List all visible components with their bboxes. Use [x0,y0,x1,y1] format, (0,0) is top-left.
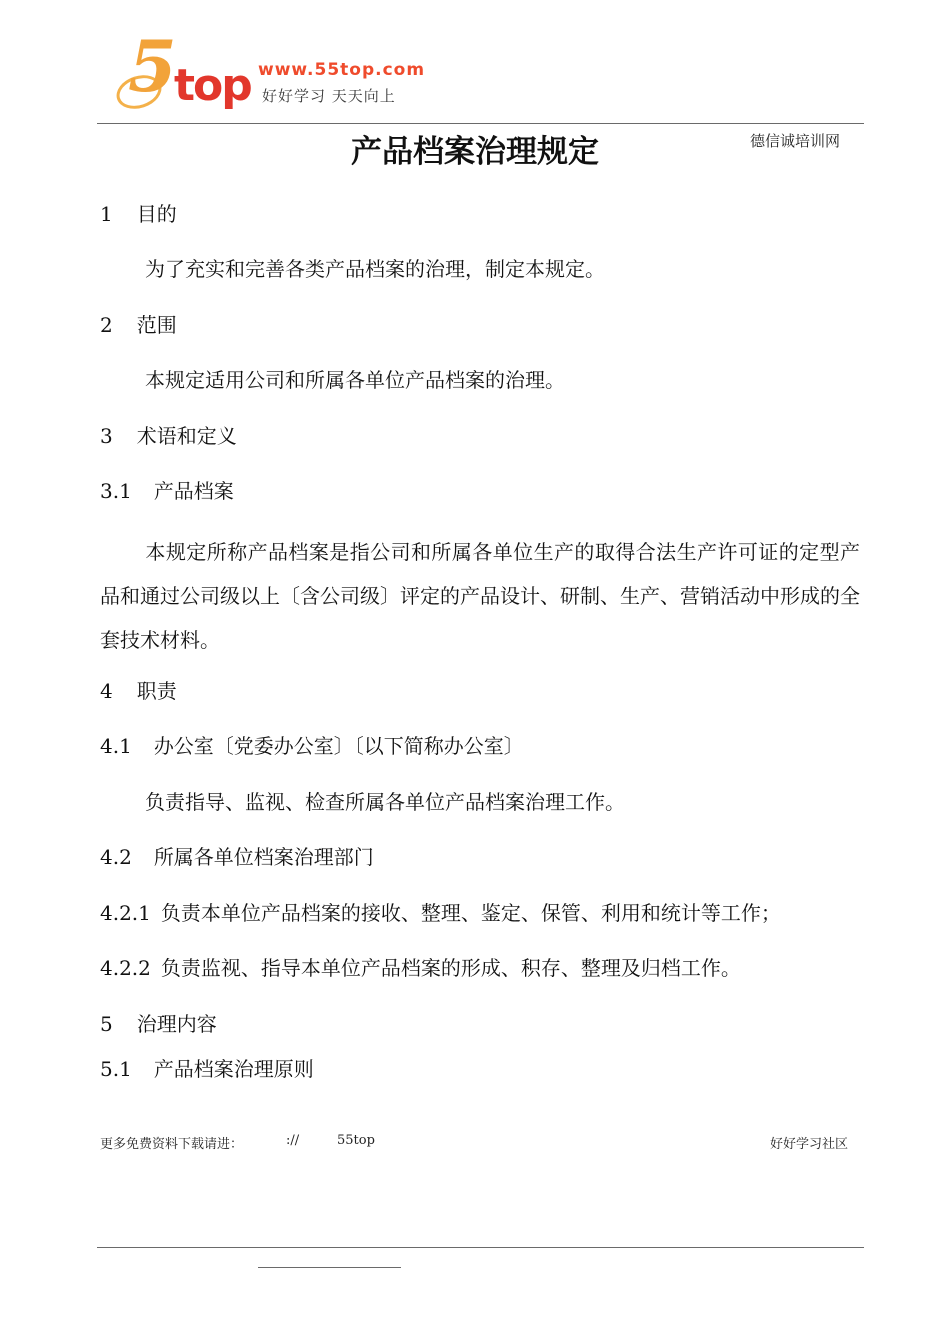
section-number: 5 [100,1012,113,1036]
logo-slogan: 好好学习 天天向上 [262,87,396,105]
section-number: 1 [100,202,113,226]
section-number: 2 [100,313,113,337]
section-label: 产品档案 [153,479,234,503]
footer-download-note: 更多免费资料下载请进： [100,1137,244,1152]
section-label: 范围 [136,313,177,337]
logo-word: top [174,60,251,111]
section-heading-5-1 [100,1059,314,1079]
section-heading-4 [100,681,177,701]
section-number: 4.2 [100,845,132,869]
section-number: 5.1 [100,1057,132,1081]
header-rule [97,123,864,124]
definition-paragraph [100,530,860,662]
section-number: 3 [100,424,113,448]
section-heading-3 [100,426,237,446]
section-heading-3-1 [100,481,234,501]
page-title: 产品档案治理规定 [351,134,599,170]
section-number: 4.2.1 [100,901,151,925]
section-label: 负责监视、指导本单位产品档案的形成、积存、整理及归档工作。 [160,956,741,980]
section-item-4-2-2 [100,958,741,978]
section-label: 办公室〔党委办公室〕〔以下简称办公室〕 [153,734,524,758]
section-label: 职责 [136,679,177,703]
section-body-4-1: 负责指导、监视、检查所属各单位产品档案治理工作。 [145,790,625,814]
section-label: 目的 [136,202,177,226]
footer-link-site[interactable]: 55top [337,1133,375,1148]
section-body-1: 为了充实和完善各类产品档案的治理，制定本规定。 [145,257,605,281]
section-heading-4-2 [100,847,374,867]
logo-url: www.55top.com [258,60,426,80]
section-label: 负责本单位产品档案的接收、整理、鉴定、保管、利用和统计等工作； [160,901,781,925]
section-label: 所属各单位档案治理部门 [153,845,374,869]
definition-text: 本规定所称产品档案是指公司和所属各单位生产的取得合法生产许可证的定型产品和通过公司级以上〔含公司级〕评定的产品设计、研制、生产、营销活动中形成的全套技术材料。 [100,540,860,652]
section-label: 产品档案治理原则 [153,1057,314,1081]
site-logo [112,25,442,118]
section-label: 术语和定义 [136,424,237,448]
section-heading-5 [100,1014,217,1034]
section-body-2: 本规定适用公司和所属各单位产品档案的治理。 [145,368,565,392]
section-item-4-2-1 [100,903,781,923]
section-number: 4.1 [100,734,132,758]
logo-digit: 5 [128,25,177,108]
section-heading-1 [100,204,177,224]
section-heading-4-1 [100,736,524,756]
header-note: 德信诚培训网 [750,132,841,150]
footer-rule [97,1247,864,1248]
section-label: 治理内容 [136,1012,217,1036]
footer-link-protocol[interactable]: :// [286,1133,300,1148]
section-number: 4.2.2 [100,956,151,980]
footer-short-rule [258,1267,401,1268]
footer-community: 好好学习社区 [770,1137,849,1152]
section-heading-2 [100,315,177,335]
section-number: 4 [100,679,113,703]
section-number: 3.1 [100,479,132,503]
